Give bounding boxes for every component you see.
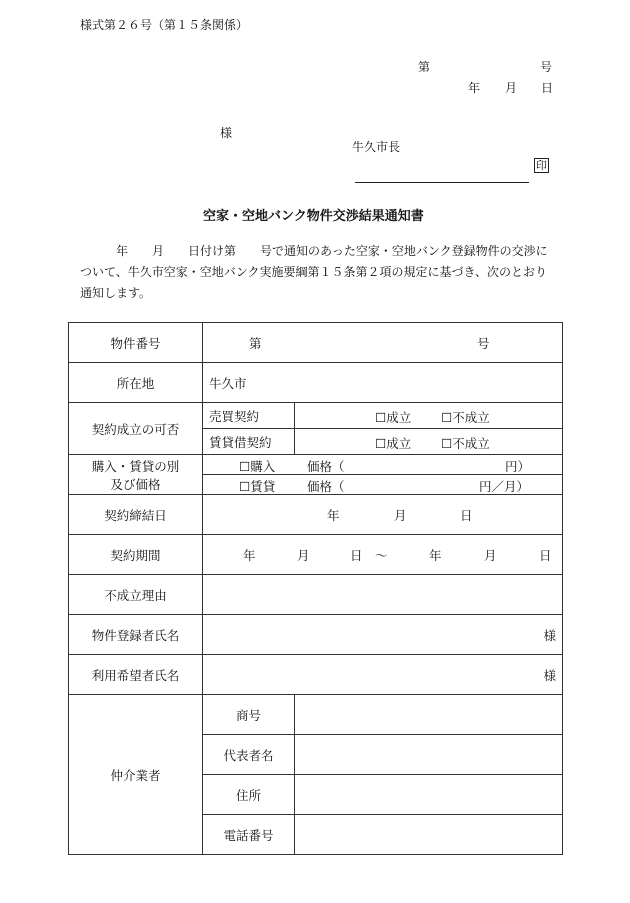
contract-period-cell[interactable] [203,535,563,575]
applicant-honorific: 様 [543,667,556,683]
contract-period-label: 契約期間 [69,535,203,575]
property-number-suffix: 号 [477,336,490,351]
contract-date-year: 年 [327,508,340,523]
purchase-buy-cell [203,455,563,475]
row-applicant [69,655,563,695]
intro-text [80,241,552,304]
date-year: 年 [468,81,481,95]
lease-contract-label: 賃貸借契約 [203,429,295,455]
property-number-label: 物件番号 [69,323,203,363]
row-failure-reason [69,575,563,615]
contract-date-cell[interactable] [203,495,563,535]
intro-line-1: 年 月 日付け第 号で通知のあった空家・空地バンク登録物件の交渉に [116,244,548,258]
lease-ng-checkbox[interactable]: ☐不成立 [441,436,490,451]
date-day: 日 [541,81,554,95]
applicant-cell[interactable] [203,655,563,695]
broker-address-label: 住所 [203,775,295,815]
lease-contract-options [295,429,563,455]
registrant-honorific: 様 [543,627,556,643]
result-table [68,322,563,855]
document-title: 空家・空地バンク物件交渉結果通知書 [203,209,424,224]
row-registrant [69,615,563,655]
broker-trade-name-label: 商号 [203,695,295,735]
broker-representative-label: 代表者名 [203,735,295,775]
sender-title: 牛久市長 [352,140,401,154]
failure-reason-cell[interactable] [203,575,563,615]
broker-trade-name-cell[interactable] [295,695,563,735]
period-start-month: 月 [297,548,310,563]
period-end-year: 年 [429,548,442,563]
rent-price-label: 価格（ [307,479,345,494]
lease-ok-checkbox[interactable]: ☐成立 [375,436,412,451]
broker-address-cell[interactable] [295,775,563,815]
sale-ng-checkbox[interactable]: ☐不成立 [441,410,490,425]
signature-line [355,182,529,183]
row-property-number [69,323,563,363]
broker-representative-cell[interactable] [295,735,563,775]
buy-price-label: 価格（ [307,459,345,474]
purchase-label-line-2: 及び価格 [110,476,161,492]
row-contract-period [69,535,563,575]
period-end-month: 月 [484,548,497,563]
failure-reason-label: 不成立理由 [69,575,203,615]
property-number-prefix: 第 [249,336,262,351]
contract-label: 契約成立の可否 [69,403,203,455]
registrant-label: 物件登録者氏名 [69,615,203,655]
sale-ok-checkbox[interactable]: ☐成立 [375,410,412,425]
row-contract-sale [69,403,563,429]
period-tilde: ～ [375,548,388,563]
broker-phone-cell[interactable] [295,815,563,855]
period-start-year: 年 [243,548,256,563]
recipient-honorific: 様 [220,126,233,140]
purchase-label-line-1: 購入・賃貸の別 [91,458,180,474]
rent-price-unit: 円／月） [479,479,530,494]
seal-mark: 印 [536,159,547,172]
buy-price-unit: 円） [505,459,531,474]
intro-line-3: 通知します。 [80,286,152,300]
contract-date-month: 月 [394,508,407,523]
sale-contract-options [295,403,563,429]
purchase-label [69,455,203,495]
row-broker-trade-name [69,695,563,735]
row-location [69,363,563,403]
purchase-rent-cell [203,475,563,495]
period-end-day: 日 [539,548,552,563]
intro-line-2: ついて、牛久市空家・空地バンク実施要綱第１５条第２項の規定に基づき、次のとおり [80,265,548,279]
property-number-cell[interactable] [203,323,563,363]
row-contract-date [69,495,563,535]
rent-checkbox[interactable]: ☐賃貸 [239,479,276,494]
contract-date-day: 日 [460,508,473,523]
period-start-day: 日 [350,548,363,563]
row-purchase-buy [69,455,563,475]
location-value: 牛久市 [209,375,247,391]
registrant-cell[interactable] [203,615,563,655]
sale-contract-label: 売買契約 [203,403,295,429]
location-cell[interactable] [203,363,563,403]
doc-no-prefix: 第 [418,60,431,74]
broker-label: 仲介業者 [69,695,203,855]
location-label: 所在地 [69,363,203,403]
broker-phone-label: 電話番号 [203,815,295,855]
form-number: 様式第２６号（第１５条関係） [80,18,249,32]
contract-date-label: 契約締結日 [69,495,203,535]
date-month: 月 [505,81,518,95]
buy-checkbox[interactable]: ☐購入 [239,459,276,474]
applicant-label: 利用希望者氏名 [69,655,203,695]
doc-no-suffix: 号 [540,60,553,74]
